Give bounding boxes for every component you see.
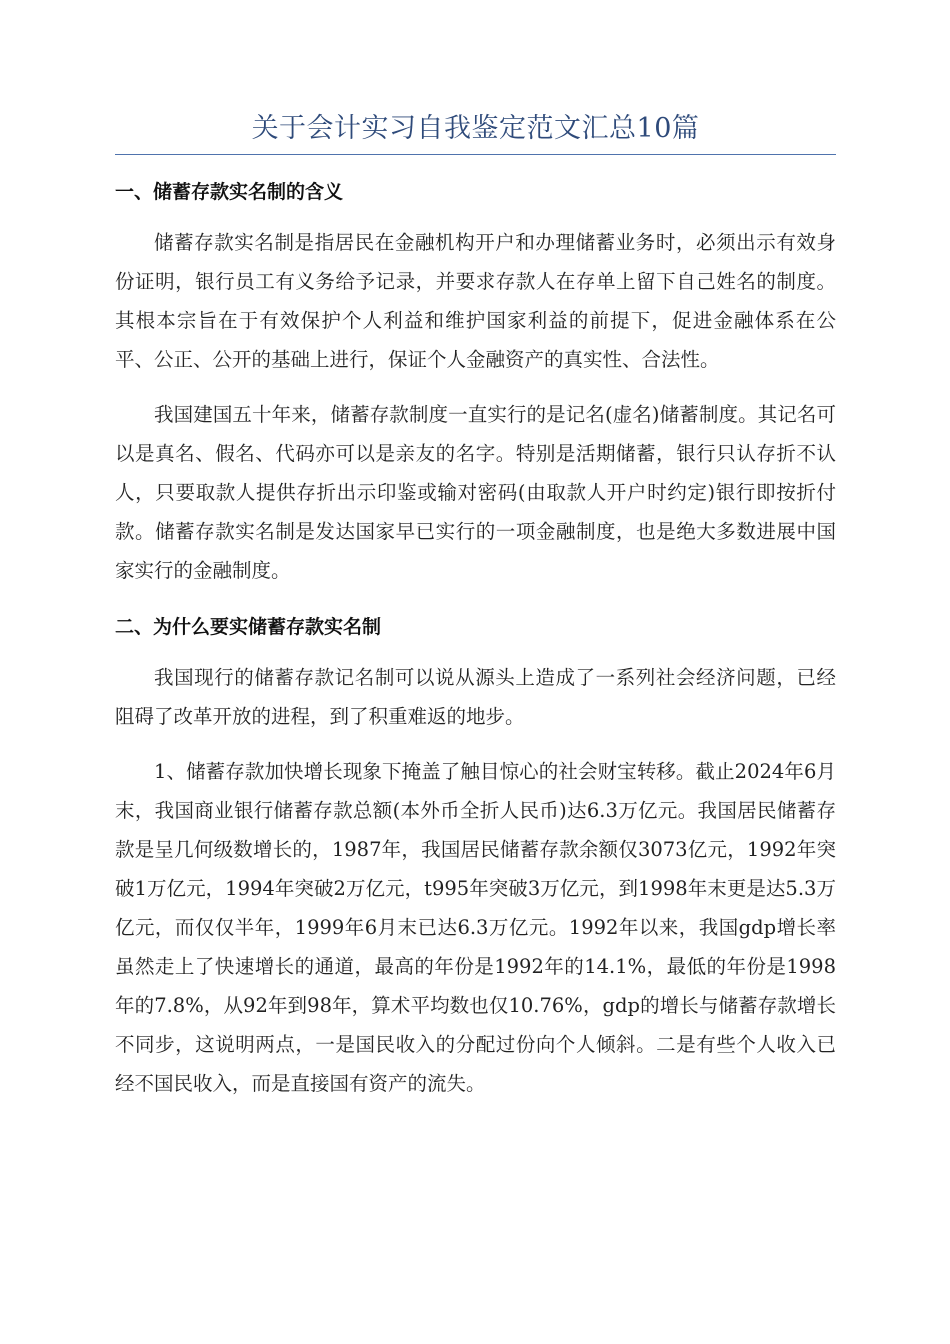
document-page bbox=[115, 108, 836, 1119]
paragraph-2-2: 1、储蓄存款加快增长现象下掩盖了触目惊心的社会财宝转移。截止2024年6月末，我国商业银行储蓄存款总额(本外币全折人民币)达6.3万亿元。我国居民储蓄存款是呈几何级数增长的，1987年，我国居民储蓄存款余额仅3073亿元，1992年突破1万亿元，1994年突破2万亿元，t995年突破3万亿元，到1998年末更是达5.3万亿元，而仅仅半年，1999年6月末已达6.3万亿元。1992年以来，我国gdp增长率虽然走上了快速增长的通道，最高的年份是1992年的14.1%，最低的年份是1998年的7.8%，从92年到98年，算术平均数也仅10.76%，gdp的增长与储蓄存款增长不同步，这说明两点，一是国民收入的分配过份向个人倾斜。二是有些个人收入已经不国民收入，而是直接国有资产的流失。 bbox=[115, 760, 836, 1095]
section-2 bbox=[115, 614, 836, 1103]
title-underline bbox=[115, 154, 836, 155]
paragraph-1-2: 我国建国五十年来，储蓄存款制度一直实行的是记名(虚名)储蓄制度。其记名可以是真名、假名、代码亦可以是亲友的名字。特别是活期储蓄，银行只认存折不认人，只要取款人提供存折出示印鉴或输对密码(由取款人开户时约定)银行即按折付款。储蓄存款实名制是发达国家早已实行的一项金融制度，也是绝大多数进展中国家实行的金融制度。 bbox=[115, 403, 836, 582]
paragraph-2-1: 我国现行的储蓄存款记名制可以说从源头上造成了一系列社会经济问题，已经阻碍了改革开放的进程，到了积重难返的地步。 bbox=[115, 666, 836, 728]
document-title: 关于会计实习自我鉴定范文汇总10篇 bbox=[251, 113, 700, 144]
section-1 bbox=[115, 179, 836, 590]
section-heading-2: 二、为什么要实储蓄存款实名制 bbox=[115, 616, 382, 638]
paragraph-1-1: 储蓄存款实名制是指居民在金融机构开户和办理储蓄业务时，必须出示有效身份证明，银行员工有义务给予记录，并要求存款人在存单上留下自己姓名的制度。其根本宗旨在于有效保护个人利益和维护国家利益的前提下，促进金融体系在公平、公正、公开的基础上进行，保证个人金融资产的真实性、合法性。 bbox=[115, 231, 836, 371]
section-heading-1: 一、储蓄存款实名制的含义 bbox=[115, 181, 344, 203]
